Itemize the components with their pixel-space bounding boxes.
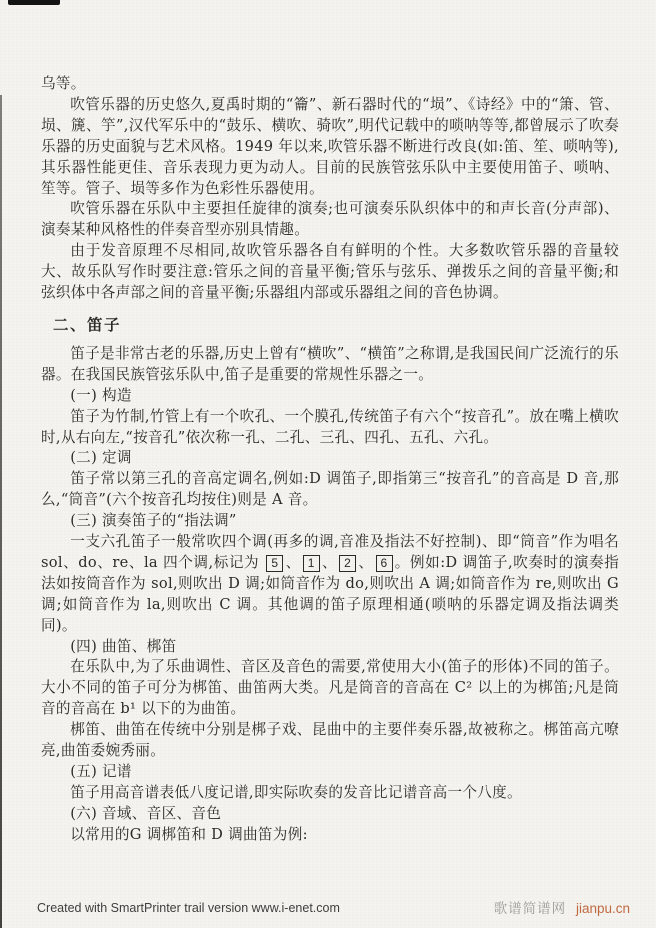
jianpu-boxed-number: 2: [339, 555, 356, 572]
paragraph: 由于发音原理不尽相同,故吹管乐器各自有鲜明的个性。大多数吹管乐器的音量较大、故乐队写作时要注意:管乐之间的音量平衡;管乐与弦乐、弹拨乐之间的音量平衡;和弦织体中各声部之间的音量平衡;乐器组内部或乐器组之间的音色协调。: [41, 242, 619, 302]
paragraph: 笛子用高音谱表低八度记谱,即实际吹奏的发音比记谱音高一个八度。: [70, 783, 522, 801]
jianpu-boxed-number: 6: [376, 555, 393, 572]
sub-heading: (四) 曲笛、梆笛: [70, 637, 177, 655]
sub-heading: (一) 构造: [70, 386, 132, 404]
paragraph: 笛子是非常古老的乐器,历史上曾有“横吹”、“横笛”之称谓,是我国民间广泛流行的乐器。在我国民族管弦乐队中,笛子是重要的常规性乐器之一。: [41, 344, 619, 383]
page-text: [41, 74, 619, 846]
paragraph: 吹管乐器在乐队中主要担任旋律的演奏;也可演奏乐队织体中的和声长音(分声部)、演奏某种风格性的伴奏音型亦别具情趣。: [41, 200, 619, 239]
jianpu-boxed-number: 1: [303, 555, 320, 572]
sub-heading: (六) 音域、音区、音色: [70, 804, 222, 822]
paragraph: 以常用的G 调梆笛和 D 调曲笛为例:: [70, 825, 308, 843]
scan-artifact-mark: [8, 0, 60, 5]
section-heading: 二、笛子: [53, 314, 122, 334]
paragraph: 乌等。: [41, 75, 86, 92]
sub-heading: (三) 演奏笛子的“指法调”: [70, 512, 237, 530]
site-name: 歌谱简谱网: [493, 901, 567, 916]
jianpu-boxed-number: 5: [266, 555, 283, 572]
site-link: jianpu.cn: [575, 901, 630, 916]
paragraph: 梆笛、曲笛在传统中分别是梆子戏、昆曲中的主要伴奏乐器,故被称之。梆笛高亢嘹亮,曲笛委婉秀丽。: [41, 721, 619, 760]
paragraph: 笛子常以第三孔的音高定调名,例如:D 调笛子,即指第三“按音孔”的音高是 D 音,那么,“筒音”(六个按音孔均按住)则是 A 音。: [41, 470, 619, 509]
paragraph: 笛子为竹制,竹管上有一个吹孔、一个膜孔,传统笛子有六个“按音孔”。放在嘴上横吹时,从右向左,“按音孔”依次称一孔、二孔、三孔、四孔、五孔、六孔。: [41, 407, 619, 446]
sub-heading: (二) 定调: [70, 449, 132, 467]
paragraph: 吹管乐器的历史悠久,夏禹时期的“籥”、新石器时代的“埙”、《诗经》中的“箫、管、埙、篪、竽”,汉代军乐中的“鼓乐、横吹、骑吹”,明代记载中的唢呐等等,都曾展示了吹奏乐器的历史面貌与艺术风格。1949 年以来,吹管乐器不断进行改良(如:笛、笙、唢呐等),其乐器性能更佳、音乐表现力更为动人。目前的民族管弦乐队中主要使用笛子、唢呐、笙等。管子、埙等多作为色彩性乐器使用。: [41, 95, 619, 197]
watermark-smartprinter: Created with SmartPrinter trail version www.i-enet.com: [37, 901, 340, 915]
paragraph: 在乐队中,为了乐曲调性、音区及音色的需要,常使用大小(笛子的形体)不同的笛子。大小不同的笛子可分为梆笛、曲笛两大类。凡是筒音的音高在 C² 以上的为梆笛;凡是筒音的音高在 b¹ 以下的为曲笛。: [41, 658, 619, 718]
paragraph: 一支六孔笛子一般常吹四个调(再多的调,音准及指法不好控制)、即“筒音”作为唱名 sol、do、re、la 四个调,标记为 5 、 1 、 2 、 6 。例如:D 调笛子,吹奏时的演奏指法如按筒音作为 sol,则吹出 D 调;如筒音作为 do,则吹出 A 调;如筒音作为 re,则吹出 G 调;如筒音作为 la,则吹出 C 调。其他调的笛子原理相通(唢呐的乐器定调及指法调类同)。: [41, 533, 619, 634]
sub-heading: (五) 记谱: [70, 763, 132, 780]
watermark-jianpu: [494, 897, 630, 917]
scan-edge-line: [0, 95, 2, 928]
